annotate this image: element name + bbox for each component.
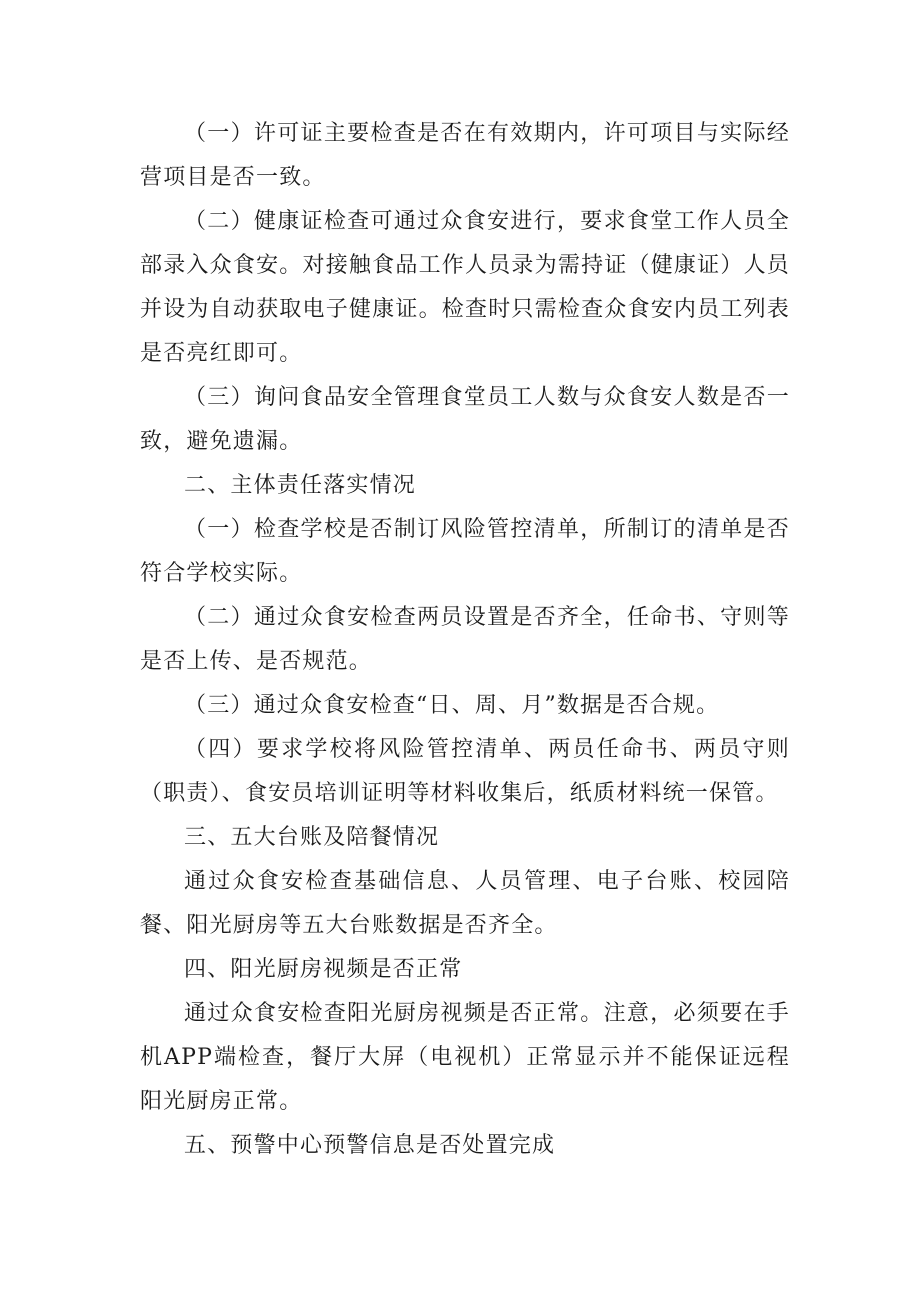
paragraph-risk-list-check: （一）检查学校是否制订风险管控清单，所制订的清单是否符合学校实际。 — [140, 517, 790, 586]
section-heading-ledgers: 三、五大台账及陪餐情况 — [184, 825, 440, 850]
paragraph-health-certificate-check: （二）健康证检查可通过众食安进行，要求食堂工作人员全部录入众食安。对接触食品工作人员录为需持证（健康证）人员并设为自动获取电子健康证。检查时只需检查众食安内员工列表是否亮红即可。 — [140, 209, 790, 366]
section-heading-warning-center: 五、预警中心预警信息是否处置完成 — [184, 1133, 556, 1158]
section-heading-sunshine-kitchen: 四、阳光厨房视频是否正常 — [184, 957, 463, 982]
paragraph-daily-weekly-monthly-check: （三）通过众食安检查“日、周、月”数据是否合规。 — [184, 693, 720, 718]
section-heading-responsibility: 二、主体责任落实情况 — [184, 473, 417, 498]
document-body — [140, 112, 790, 1168]
paragraph-staff-count-check: （三）询问食品安全管理食堂员工人数与众食安人数是否一致，避免遗漏。 — [140, 385, 790, 454]
paragraph-two-officers-check: （二）通过众食安检查两员设置是否齐全，任命书、守则等是否上传、是否规范。 — [140, 605, 790, 674]
paragraph-materials-storage: （四）要求学校将风险管控清单、两员任命书、两员守则（职责）、食安员培训证明等材料收集后，纸质材料统一保管。 — [140, 737, 790, 806]
paragraph-license-check: （一）许可证主要检查是否在有效期内，许可项目与实际经营项目是否一致。 — [140, 121, 790, 190]
paragraph-sunshine-kitchen-check: 通过众食安检查阳光厨房视频是否正常。注意，必须要在手机APP端检查，餐厅大屏（电视机）正常显示并不能保证远程阳光厨房正常。 — [140, 1001, 790, 1114]
paragraph-ledgers-check: 通过众食安检查基础信息、人员管理、电子台账、校园陪餐、阳光厨房等五大台账数据是否齐全。 — [140, 869, 790, 938]
